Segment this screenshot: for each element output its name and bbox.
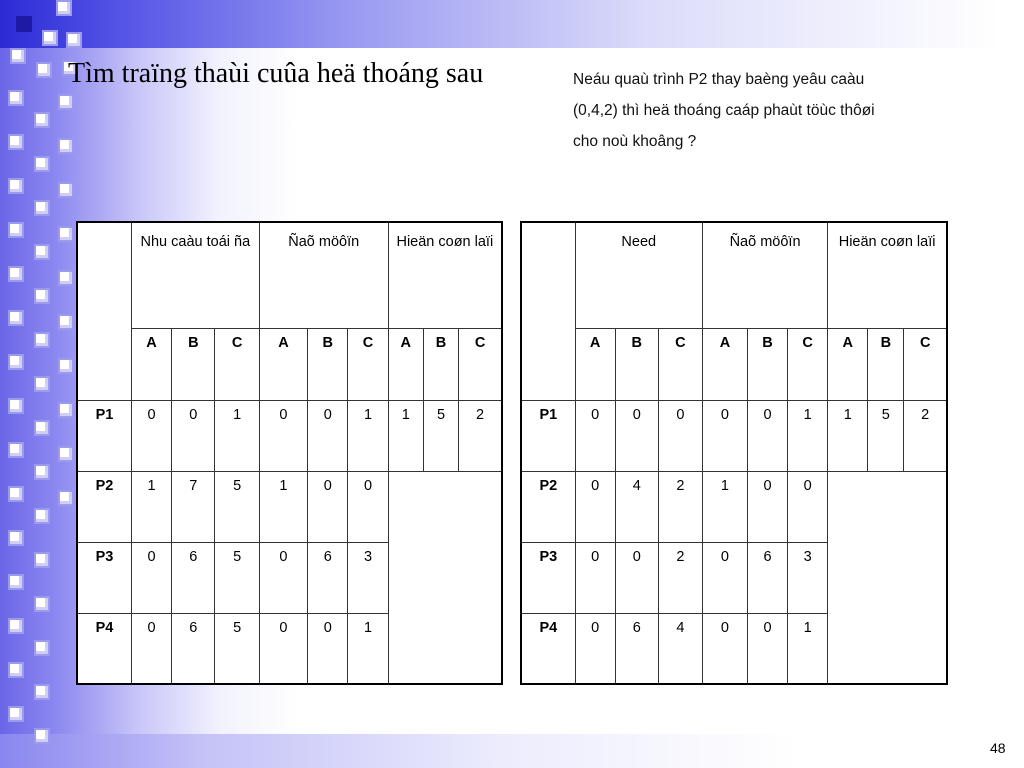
header-available: Hieän coøn laïi [828, 222, 947, 328]
cell: 0 [308, 400, 348, 471]
cell: 0 [658, 400, 702, 471]
cell: 2 [904, 400, 947, 471]
decorative-square [42, 30, 58, 46]
sub-header: C [348, 328, 388, 400]
decorative-square [8, 354, 24, 370]
decorative-square [34, 508, 50, 524]
resource-table-right [520, 221, 948, 685]
decorative-square [58, 358, 74, 374]
note-line-1: Neáu quaù trình P2 thay baèng yeâu caàu [573, 71, 865, 88]
decorative-square [58, 182, 74, 198]
cell: 7 [172, 471, 215, 542]
decorative-square [58, 138, 74, 154]
decorative-square [66, 32, 82, 48]
decorative-square [58, 314, 74, 330]
decorative-square [8, 398, 24, 414]
decorative-square [58, 270, 74, 286]
slide-title: Tìm traïng thaùi cuûa heä thoáng sau [68, 58, 484, 89]
cell: 2 [658, 471, 702, 542]
decorative-square [16, 16, 32, 32]
decorative-square [8, 706, 24, 722]
table-row [77, 400, 502, 471]
note-line-2: (0,4,2) thì heä thoáng caáp phaùt töùc thôøi [573, 102, 875, 119]
decorative-square [58, 94, 74, 110]
decorative-square [34, 420, 50, 436]
sub-header: C [215, 328, 259, 400]
cell: 0 [259, 613, 307, 684]
cell: 0 [748, 471, 788, 542]
empty-available-cell [388, 471, 502, 684]
cell: 1 [702, 471, 747, 542]
resource-table-left [76, 221, 503, 685]
sub-header: A [259, 328, 307, 400]
decorative-square [34, 332, 50, 348]
sub-header: A [702, 328, 747, 400]
header-available: Hieän coøn laïi [388, 222, 502, 328]
cell: 0 [748, 400, 788, 471]
cell: 0 [259, 400, 307, 471]
cell: 0 [172, 400, 215, 471]
sub-header: B [615, 328, 658, 400]
decorative-square [8, 222, 24, 238]
sub-header: B [172, 328, 215, 400]
question-note [573, 64, 953, 157]
process-name: P3 [521, 542, 575, 613]
process-name: P1 [521, 400, 575, 471]
process-name: P4 [521, 613, 575, 684]
cell: 0 [575, 471, 615, 542]
decorative-square [8, 442, 24, 458]
decorative-square [34, 112, 50, 128]
cell: 0 [788, 471, 828, 542]
process-name: P1 [77, 400, 131, 471]
table-row [521, 471, 947, 542]
decorative-square [10, 48, 26, 64]
decorative-square [58, 402, 74, 418]
decorative-square [8, 134, 24, 150]
cell: 5 [215, 613, 259, 684]
header-allocated: Ñaõ möôïn [259, 222, 388, 328]
process-name: P3 [77, 542, 131, 613]
cell: 0 [702, 613, 747, 684]
cell: 0 [615, 400, 658, 471]
cell: 1 [131, 471, 171, 542]
cell: 0 [615, 542, 658, 613]
cell: 4 [658, 613, 702, 684]
decorative-square [8, 266, 24, 282]
decorative-square [34, 464, 50, 480]
corner-cell [521, 222, 575, 400]
decorative-square [58, 490, 74, 506]
empty-available-cell [828, 471, 947, 684]
cell: 0 [748, 613, 788, 684]
page-number: 48 [990, 740, 1006, 756]
cell: 1 [348, 400, 388, 471]
sub-header: B [308, 328, 348, 400]
cell: 0 [259, 542, 307, 613]
process-name: P2 [521, 471, 575, 542]
bottom-gradient-bar [0, 734, 1024, 768]
decorative-square [34, 376, 50, 392]
cell: 1 [788, 613, 828, 684]
decorative-square [56, 0, 72, 16]
decorative-square [36, 62, 52, 78]
decorative-square [58, 446, 74, 462]
decorative-square [34, 552, 50, 568]
decorative-square [34, 288, 50, 304]
decorative-square [8, 618, 24, 634]
header-max-demand: Nhu caàu toái ña [131, 222, 259, 328]
note-line-3: cho noù khoâng ? [573, 133, 697, 150]
cell: 5 [215, 471, 259, 542]
cell: 5 [423, 400, 458, 471]
decorative-square [8, 486, 24, 502]
cell: 0 [308, 471, 348, 542]
cell: 5 [868, 400, 904, 471]
cell: 1 [388, 400, 423, 471]
decorative-square [34, 684, 50, 700]
sub-header: B [423, 328, 458, 400]
decorative-square [8, 178, 24, 194]
cell: 0 [575, 613, 615, 684]
cell: 0 [702, 542, 747, 613]
process-name: P2 [77, 471, 131, 542]
decorative-square [8, 530, 24, 546]
process-name: P4 [77, 613, 131, 684]
cell: 0 [308, 613, 348, 684]
decorative-square [8, 310, 24, 326]
decorative-square [8, 662, 24, 678]
cell: 6 [308, 542, 348, 613]
sub-header: A [575, 328, 615, 400]
cell: 2 [658, 542, 702, 613]
cell: 5 [215, 542, 259, 613]
cell: 6 [172, 542, 215, 613]
sub-header: C [788, 328, 828, 400]
header-allocated: Ñaõ möôïn [702, 222, 827, 328]
decorative-square [34, 200, 50, 216]
sub-header: A [828, 328, 868, 400]
decorative-square [58, 226, 74, 242]
sub-header: A [388, 328, 423, 400]
decorative-square [34, 640, 50, 656]
cell: 1 [788, 400, 828, 471]
cell: 4 [615, 471, 658, 542]
sub-header: B [748, 328, 788, 400]
cell: 3 [348, 542, 388, 613]
top-gradient-bar [0, 0, 1024, 48]
cell: 0 [131, 400, 171, 471]
cell: 6 [748, 542, 788, 613]
cell: 0 [348, 471, 388, 542]
sub-header: C [658, 328, 702, 400]
decorative-square [34, 244, 50, 260]
cell: 1 [348, 613, 388, 684]
cell: 0 [575, 542, 615, 613]
cell: 6 [172, 613, 215, 684]
sub-header: B [868, 328, 904, 400]
cell: 0 [702, 400, 747, 471]
cell: 0 [131, 613, 171, 684]
cell: 2 [459, 400, 502, 471]
cell: 1 [828, 400, 868, 471]
cell: 3 [788, 542, 828, 613]
decorative-square [34, 156, 50, 172]
table-row [521, 400, 947, 471]
sub-header: C [904, 328, 947, 400]
cell: 1 [259, 471, 307, 542]
decorative-square [34, 728, 50, 744]
cell: 0 [131, 542, 171, 613]
cell: 6 [615, 613, 658, 684]
sub-header: C [459, 328, 502, 400]
sub-header: A [131, 328, 171, 400]
decorative-square [8, 90, 24, 106]
table-row [77, 471, 502, 542]
cell: 0 [575, 400, 615, 471]
cell: 1 [215, 400, 259, 471]
header-need: Need [575, 222, 702, 328]
decorative-square [8, 574, 24, 590]
decorative-square [34, 596, 50, 612]
corner-cell [77, 222, 131, 400]
